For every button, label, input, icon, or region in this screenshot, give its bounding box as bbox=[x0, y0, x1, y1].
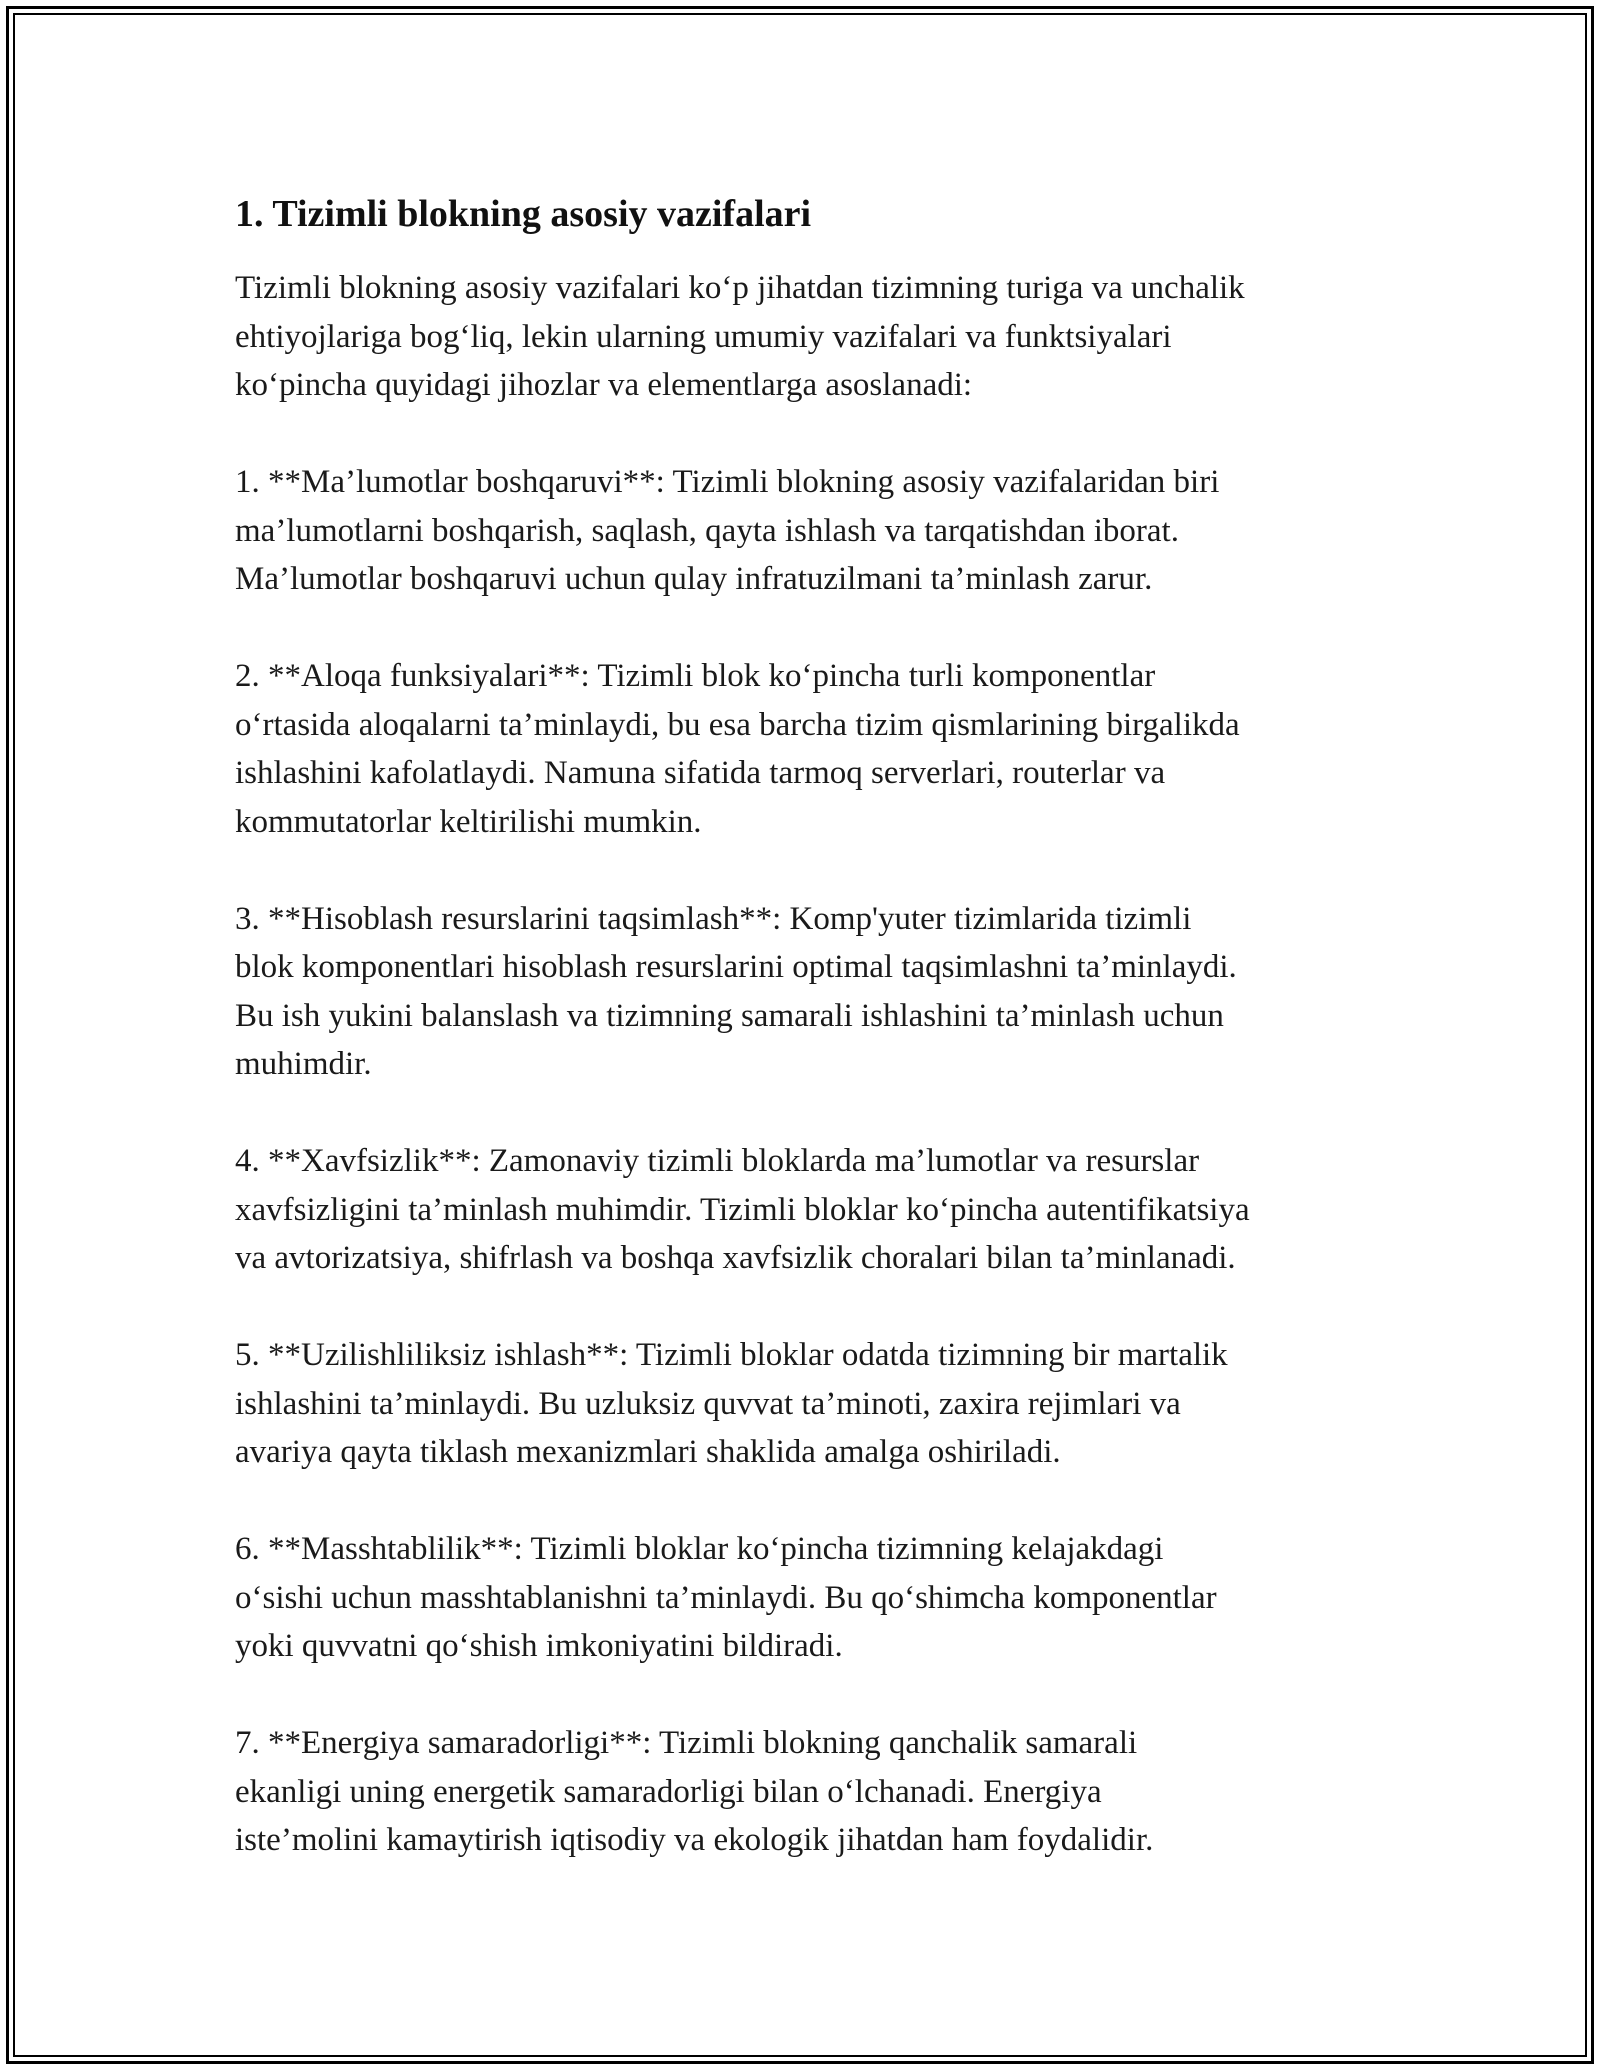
list-item-energy-efficiency: 7. **Energiya samaradorligi**: Tizimli blokning qanchalik samarali ekanligi uning energetik samaradorligi bilan o‘lchanadi. Energiya iste’molini kamaytirish iqtisodiy va ekologik jihatdan ham foydalidir. bbox=[235, 1725, 1154, 1858]
section-heading: 1. Tizimli blokning asosiy vazifalari bbox=[235, 193, 812, 235]
list-item-resource-allocation: 3. **Hisoblash resurslarini taqsimlash**: Komp'yuter tizimlarida tizimli blok komponentlari hisoblash resurslarini optimal taqsimlashni ta’minlaydi. Bu ish yukini balanslash va tizimning samarali ishlashini ta’minlash uchun muhimdir. bbox=[235, 900, 1237, 1082]
list-item-uninterrupted-operation: 5. **Uzilishliliksiz ishlash**: Tizimli bloklar odatda tizimning bir martalik ishlashini ta’minlaydi. Bu uzluksiz quvvat ta’minoti, zaxira rejimlari va avariya qayta tiklash mexanizmlari shaklida amalga oshiriladi. bbox=[235, 1337, 1228, 1470]
list-item-communication: 2. **Aloqa funksiyalari**: Tizimli blok ko‘pincha turli komponentlar o‘rtasida aloqalarni ta’minlaydi, bu esa barcha tizim qismlarining birgalikda ishlashini kafolatlaydi. Namuna sifatida tarmoq serverlari, routerlar va kommutatorlar keltirilishi mumkin. bbox=[235, 658, 1240, 840]
list-item-scalability: 6. **Masshtablilik**: Tizimli bloklar ko‘pincha tizimning kelajakdagi o‘sishi uchun masshtablanishni ta’minlaydi. Bu qo‘shimcha komponentlar yoki quvvatni qo‘shish imkoniyatini bildiradi. bbox=[235, 1531, 1217, 1664]
list-item-data-management: 1. **Ma’lumotlar boshqaruvi**: Tizimli blokning asosiy vazifalaridan biri ma’lumotlarni boshqarish, saqlash, qayta ishlash va tarqatishdan iborat. Ma’lumotlar boshqaruvi uchun qulay infratuzilmani ta’minlash zarur. bbox=[235, 464, 1220, 597]
document-body bbox=[235, 186, 1375, 1913]
intro-paragraph: Tizimli blokning asosiy vazifalari ko‘p jihatdan tizimning turiga va unchalik ehtiyojlariga bog‘liq, lekin ularning umumiy vazifalari va funktsiyalari ko‘pincha quyidagi jihozlar va elementlarga asoslanadi: bbox=[235, 270, 1245, 403]
list-item-security: 4. **Xavfsizlik**: Zamonaviy tizimli bloklarda ma’lumotlar va resurslar xavfsizligini ta’minlash muhimdir. Tizimli bloklar ko‘pincha autentifikatsiya va avtorizatsiya, shifrlash va boshqa xavfsizlik choralari bilan ta’minlanadi. bbox=[235, 1143, 1250, 1276]
